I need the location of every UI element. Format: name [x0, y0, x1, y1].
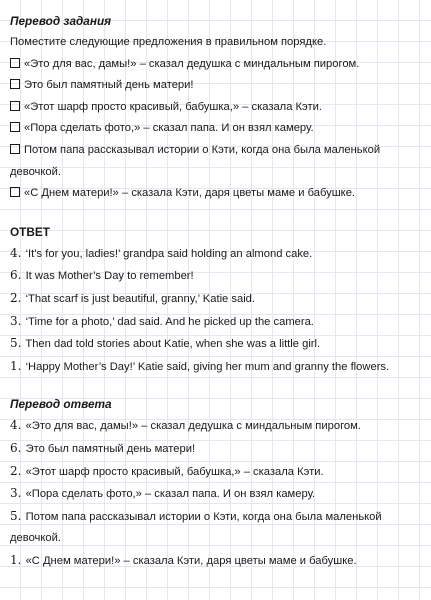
- translation-item-text: «Пора сделать фото,» – сказал папа. И он взял камеру.: [25, 488, 316, 501]
- checkbox-icon: [10, 122, 20, 132]
- answer-item: [10, 243, 423, 266]
- answer-item-text: ‘Happy Mother’s Day!’ Katie said, giving her mum and granny the flowers.: [25, 360, 390, 373]
- answer-item: [10, 265, 423, 288]
- translation-item: [10, 483, 423, 506]
- task-item: [10, 140, 423, 183]
- task-item: [10, 97, 423, 119]
- translation-item-text: «С Днем матери!» – сказала Кэти, даря цветы маме и бабушке.: [25, 554, 357, 567]
- translation-item-number: 1.: [10, 552, 22, 567]
- answer-item-text: It was Mother’s Day to remember!: [25, 270, 194, 283]
- answer-item: [10, 356, 423, 379]
- answer-title: ОТВЕТ: [10, 224, 50, 239]
- answer-item-number: 2.: [10, 290, 22, 305]
- translation-item-text: Это был памятный день матери!: [25, 442, 196, 455]
- task-instruction: Поместите следующие предложения в правильном порядке.: [10, 36, 327, 48]
- translation-item: [10, 550, 423, 573]
- translation-item: [10, 461, 423, 484]
- task-item: [10, 183, 423, 205]
- task-item-text: Это был памятный день матери!: [24, 79, 194, 92]
- translation-item-number: 4.: [10, 418, 22, 433]
- answer-item-text: ‘Time for a photo,’ dad said. And he picked up the camera.: [25, 315, 314, 328]
- translation-item-number: 6.: [10, 440, 22, 455]
- translation-item-number: 2.: [10, 463, 22, 478]
- answer-item-number: 1.: [10, 358, 22, 373]
- translation-item: [10, 438, 423, 461]
- translation-item-number: 5.: [10, 508, 22, 523]
- task-item: [10, 118, 423, 140]
- translation-item: [10, 415, 423, 438]
- answer-item: [10, 311, 423, 334]
- task-item: [10, 75, 423, 97]
- answer-item-number: 5.: [10, 336, 22, 351]
- checkbox-icon: [10, 101, 20, 111]
- task-item-text: Потом папа рассказывал истории о Кэти, когда она была маленькой девочкой.: [10, 143, 381, 178]
- checkbox-icon: [10, 144, 20, 154]
- translation-item-text: «Это для вас, дамы!» – сказал дедушка с миндальным пирогом.: [25, 420, 361, 433]
- translation-item-text: Потом папа рассказывал истории о Кэти, когда она была маленькой девочкой.: [10, 510, 382, 545]
- answer-item: [10, 288, 423, 311]
- task-item-text: «Это для вас, дамы!» – сказал дедушка с миндальным пирогом.: [24, 57, 360, 70]
- task-item-text: «Пора сделать фото,» – сказал папа. И он взял камеру.: [24, 122, 314, 135]
- task-item: [10, 54, 423, 76]
- answer-translation-title: Перевод ответа: [10, 397, 112, 412]
- checkbox-icon: [10, 187, 20, 197]
- task-title: Перевод задания: [10, 14, 112, 28]
- checkbox-icon: [10, 79, 20, 89]
- answer-item-number: 3.: [10, 313, 22, 328]
- translation-item: [10, 506, 423, 550]
- checkbox-icon: [10, 58, 20, 68]
- answer-item-text: ‘It’s for you, ladies!’ grandpa said holding an almond cake.: [25, 247, 313, 260]
- answer-item-number: 6.: [10, 268, 22, 283]
- answer-item-number: 4.: [10, 245, 22, 260]
- translation-item-text: «Этот шарф просто красивый, бабушка,» – сказала Кэти.: [25, 465, 324, 478]
- task-item-text: «С Днем матери!» – сказала Кэти, даря цветы маме и бабушке.: [24, 187, 356, 200]
- task-item-text: «Этот шарф просто красивый, бабушка,» – сказала Кэти.: [24, 100, 322, 113]
- answer-item-text: ‘That scarf is just beautiful, granny,’ Katie said.: [25, 292, 256, 305]
- translation-item-number: 3.: [10, 486, 22, 501]
- answer-item: [10, 333, 423, 356]
- answer-item-text: Then dad told stories about Katie, when she was a little girl.: [25, 338, 321, 351]
